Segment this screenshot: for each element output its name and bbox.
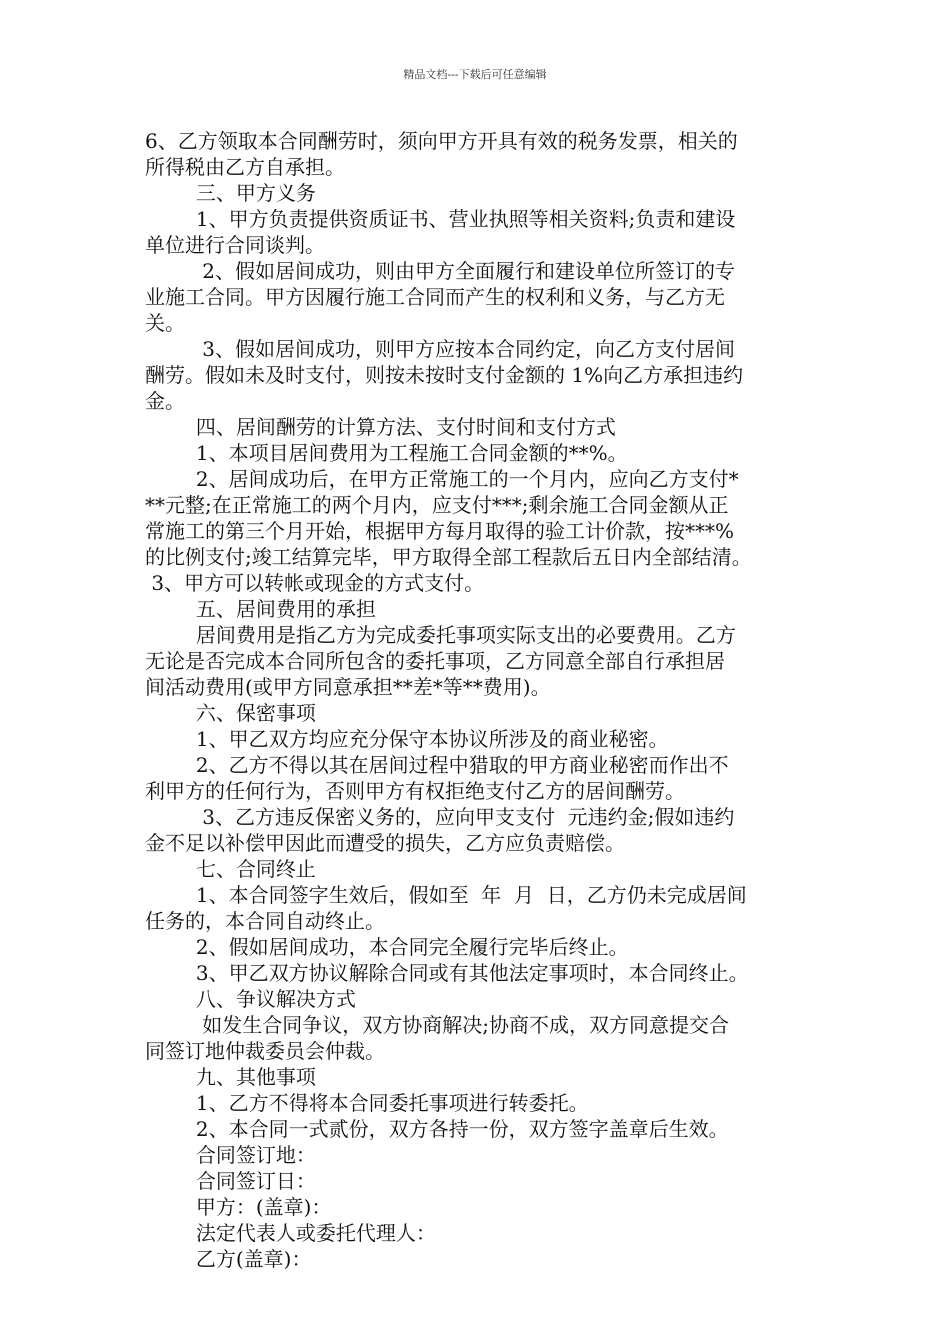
- text-line: 金不足以补偿甲因此而遭受的损失，乙方应负责赔偿。: [145, 831, 625, 855]
- text-line: 单位进行合同谈判。: [145, 233, 325, 257]
- signature-field: 合同签订日：: [145, 1169, 316, 1193]
- text-line: 2、本合同一式贰份，双方各持一份，双方签字盖章后生效。: [145, 1117, 729, 1141]
- section-heading: 九、其他事项: [145, 1065, 316, 1089]
- text-line: 1、甲方负责提供资质证书、营业执照等相关资料;负责和建设: [145, 207, 736, 231]
- text-line: 金。: [145, 389, 185, 413]
- signature-field: 合同签订地：: [145, 1143, 316, 1167]
- section-heading: 八、争议解决方式: [145, 987, 356, 1011]
- text-line: 1、乙方不得将本合同委托事项进行转委托。: [145, 1091, 589, 1115]
- text-line: 如发生合同争议，双方协商解决;协商不成，双方同意提交合: [145, 1013, 729, 1037]
- text-line: 常施工的第三个月开始，根据甲方每月取得的验工计价款，按***%: [145, 519, 735, 543]
- signature-field: 甲方：(盖章)：: [145, 1195, 332, 1219]
- text-line: 居间费用是指乙方为完成委托事项实际支出的必要费用。乙方: [145, 623, 736, 647]
- text-line: 的比例支付;竣工结算完毕，甲方取得全部工程款后五日内全部结清。: [145, 545, 752, 569]
- document-body: [145, 128, 825, 1272]
- text-line: 间活动费用(或甲方同意承担**差*等**费用)。: [145, 675, 551, 699]
- section-heading: 六、保密事项: [145, 701, 316, 725]
- text-line: 3、乙方违反保密义务的，应向甲支支付 元违约金;假如违约: [145, 805, 735, 829]
- text-line: 任务的，本合同自动终止。: [145, 909, 385, 933]
- text-line: 2、假如居间成功，本合同完全履行完毕后终止。: [145, 935, 629, 959]
- section-heading: 七、合同终止: [145, 857, 316, 881]
- text-line: 3、甲乙双方协议解除合同或有其他法定事项时，本合同终止。: [145, 961, 749, 985]
- text-line: **元整;在正常施工的两个月内，应支付***;剩余施工合同金额从正: [145, 493, 729, 517]
- text-line: 2、假如居间成功，则由甲方全面履行和建设单位所签订的专: [145, 259, 735, 283]
- text-line: 1、本项目居间费用为工程施工合同金额的**%。: [145, 441, 628, 465]
- signature-field: 法定代表人或委托代理人：: [145, 1221, 436, 1245]
- text-line: 6、乙方领取本合同酬劳时，须向甲方开具有效的税务发票，相关的: [145, 129, 738, 153]
- text-line: 2、居间成功后，在甲方正常施工的一个月内，应向乙方支付*: [145, 467, 739, 491]
- text-line: 3、假如居间成功，则甲方应按本合同约定，向乙方支付居间: [145, 337, 735, 361]
- text-line: 利甲方的任何行为，否则甲方有权拒绝支付乙方的居间酬劳。: [145, 779, 685, 803]
- text-line: 酬劳。假如未及时支付，则按未按时支付金额的 1%向乙方承担违约: [145, 363, 744, 387]
- text-line: 所得税由乙方自承担。: [145, 155, 345, 179]
- section-heading: 五、居间费用的承担: [145, 597, 376, 621]
- text-line: 业施工合同。甲方因履行施工合同而产生的权利和义务，与乙方无: [145, 285, 725, 309]
- page-header: 精品文档---下载后可任意编辑: [403, 68, 547, 81]
- section-heading: 四、居间酬劳的计算方法、支付时间和支付方式: [145, 415, 616, 439]
- signature-field: 乙方(盖章)：: [145, 1247, 312, 1271]
- text-line: 2、乙方不得以其在居间过程中猎取的甲方商业秘密而作出不: [145, 753, 729, 777]
- text-line: 1、甲乙双方均应充分保守本协议所涉及的商业秘密。: [145, 727, 669, 751]
- text-line: 关。: [145, 311, 185, 335]
- text-line: 3、甲方可以转帐或现金的方式支付。: [145, 571, 485, 595]
- text-line: 无论是否完成本合同所包含的委托事项，乙方同意全部自行承担居: [145, 649, 725, 673]
- text-line: 同签订地仲裁委员会仲裁。: [145, 1039, 385, 1063]
- text-line: 1、本合同签字生效后，假如至 年 月 日，乙方仍未完成居间: [145, 883, 747, 907]
- section-heading: 三、甲方义务: [145, 181, 316, 205]
